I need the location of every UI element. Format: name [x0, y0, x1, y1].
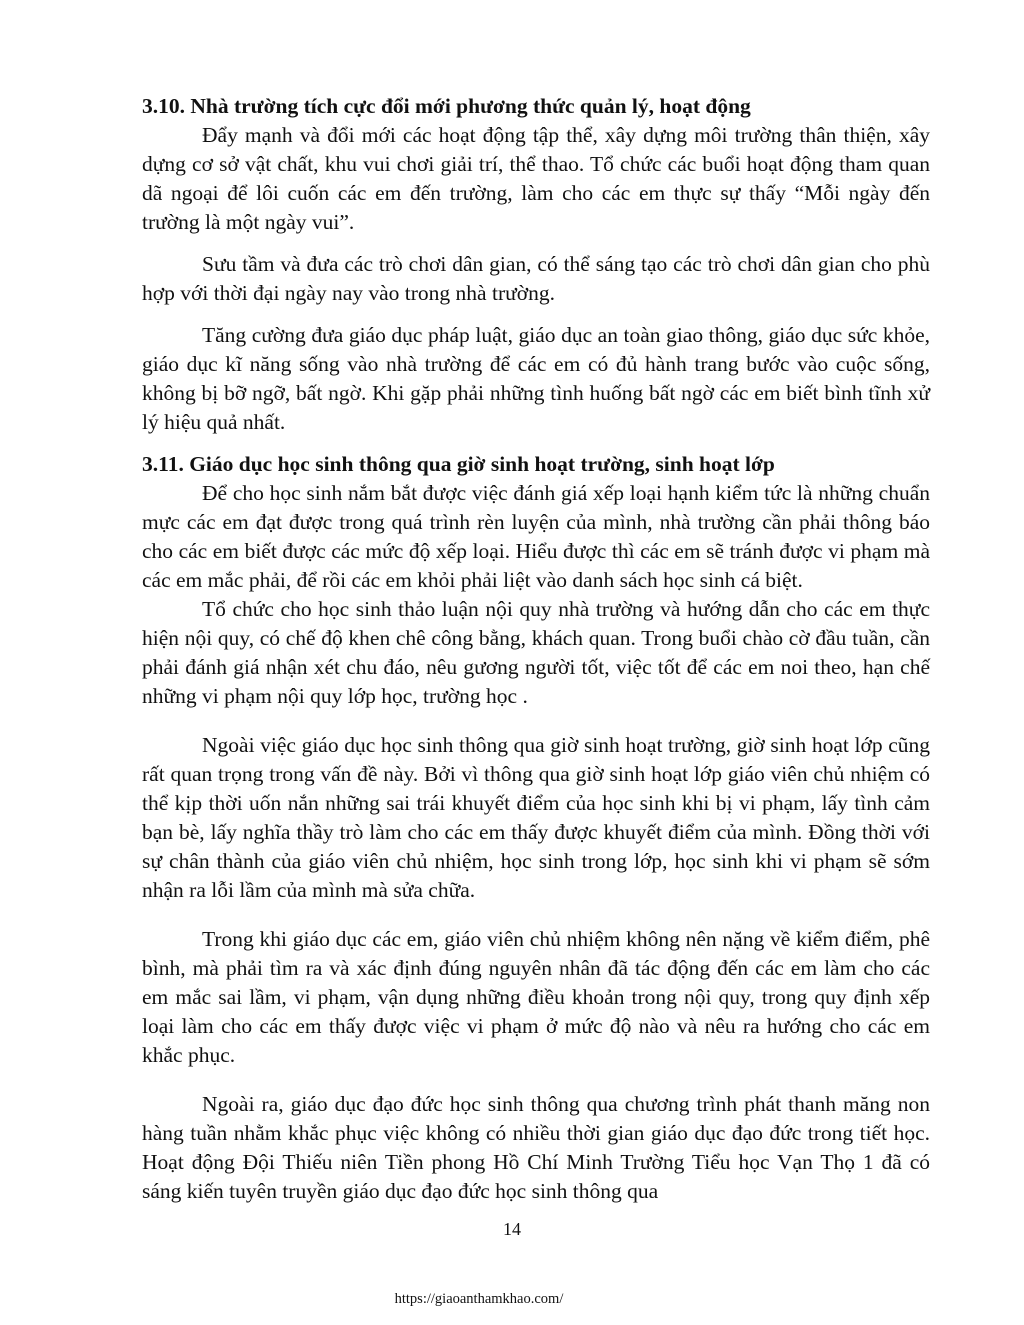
section-heading-3-11: 3.11. Giáo dục học sinh thông qua giờ sinh hoạt trường, sinh hoạt lớp — [142, 452, 775, 476]
paragraph: Để cho học sinh nắm bắt được việc đánh giá xếp loại hạnh kiểm tức là những chuẩn mực các em đạt được trong quá trình rèn luyện của mình, nhà trường cần phải thông báo cho các em biết được các mức độ xếp loại. Hiểu được thì các em sẽ tránh được vi phạm mà các em mắc phải, để rồi các em khỏi phải liệt vào danh sách học sinh cá biệt. — [142, 481, 930, 592]
paragraph: Trong khi giáo dục các em, giáo viên chủ nhiệm không nên nặng về kiểm điểm, phê bình, mà phải tìm ra và xác định đúng nguyên nhân đã tác động đến các em làm cho các em mắc sai lầm, vi phạm, vận dụng những điều khoản trong nội quy, trong quy định xếp loại làm cho các em thấy được việc vi phạm ở mức độ nào và nêu ra hướng cho các em khắc phục. — [142, 927, 930, 1067]
paragraph: Sưu tầm và đưa các trò chơi dân gian, có thể sáng tạo các trò chơi dân gian cho phù hợp với thời đại ngày nay vào trong nhà trường. — [142, 252, 930, 305]
paragraph: Tăng cường đưa giáo dục pháp luật, giáo dục an toàn giao thông, giáo dục sức khỏe, giáo dục kĩ năng sống vào nhà trường để các em có đủ hành trang bước vào cuộc sống, không bị bỡ ngỡ, bất ngờ. Khi gặp phải những tình huống bất ngờ các em biết bình tĩnh xử lý hiệu quả nhất. — [142, 323, 930, 434]
document-body — [142, 92, 930, 1206]
paragraph: Đẩy mạnh và đổi mới các hoạt động tập thể, xây dựng môi trường thân thiện, xây dựng cơ sở vật chất, khu vui chơi giải trí, thể thao. Tổ chức các buổi hoạt động tham quan dã ngoại để lôi cuốn các em đến trường, làm cho các em thực sự thấy “Mỗi ngày đến trường là một ngày vui”. — [142, 123, 930, 234]
section-heading-3-10: 3.10. Nhà trường tích cực đổi mới phương thức quản lý, hoạt động — [142, 94, 751, 118]
footer-url[interactable]: https://giaoanthamkhao.com/ — [394, 1291, 564, 1307]
paragraph: Ngoài việc giáo dục học sinh thông qua giờ sinh hoạt trường, giờ sinh hoạt lớp cũng rất quan trọng trong vấn đề này. Bởi vì thông qua giờ sinh hoạt lớp giáo viên chủ nhiệm có thể kịp thời uốn nắn những sai trái khuyết điểm của học sinh khi bị vi phạm, lấy tình cảm bạn bè, lấy nghĩa thầy trò làm cho các em thấy được khuyết điểm của mình. Đồng thời với sự chân thành của giáo viên chủ nhiệm, học sinh trong lớp, học sinh khi vi phạm sẽ sớm nhận ra lỗi lầm của mình mà sửa chữa. — [142, 733, 930, 902]
paragraph: Tổ chức cho học sinh thảo luận nội quy nhà trường và hướng dẫn cho các em thực hiện nội quy, có chế độ khen chê công bằng, khách quan. Trong buổi chào cờ đầu tuần, cần phải đánh giá nhận xét chu đáo, nêu gương người tốt, việc tốt để các em noi theo, hạn chế những vi phạm nội quy lớp học, trường học . — [142, 597, 930, 708]
paragraph: Ngoài ra, giáo dục đạo đức học sinh thông qua chương trình phát thanh măng non hàng tuần nhằm khắc phục việc không có nhiều thời gian giáo dục đạo đức trong tiết học. Hoạt động Đội Thiếu niên Tiền phong Hồ Chí Minh Trường Tiểu học Vạn Thọ 1 đã có sáng kiến tuyên truyền giáo dục đạo đức học sinh thông qua — [142, 1092, 930, 1203]
page-number: 14 — [503, 1219, 521, 1239]
